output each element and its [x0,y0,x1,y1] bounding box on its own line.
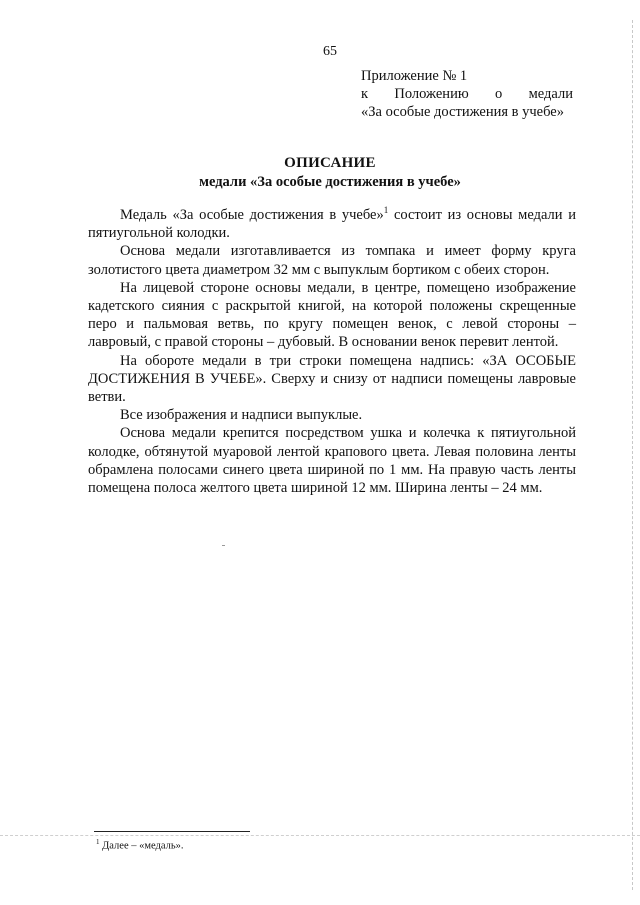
paragraph-1 [88,206,576,242]
appendix-word: медали [528,86,573,102]
paragraph-3: На лицевой стороне основы медали, в центре, помещено изображение кадетского сияния с раскрытой книгой, на которой положены скрещенные перо и пальмовая ветвь, по кругу помещен венок, с левой стороны – лавровый, с правой стороны – дубовый. В основании венок перевит лентой. [88,279,576,351]
footnote-separator [94,831,250,832]
paragraph-6: Основа медали крепится посредством ушка и колечка к пятиугольной колодке, обтянутой муаровой лентой крапового цвета. Левая половина ленты обрамлена полосами синего цвета шириной по 1 мм. На правую часть ленты помещена полоса желтого цвета шириной 12 мм. Ширина ленты – 24 мм. [88,425,576,497]
footnote-text: Далее – «медаль». [99,840,184,852]
scan-speck [222,545,225,546]
paragraph-1-start: Медаль «За особые достижения в учебе» [120,207,384,223]
document-title: ОПИСАНИЕ [284,155,376,171]
footnote [96,838,184,852]
appendix-word: Положению [394,86,469,102]
paragraph-1-end: состоит из основы медали и пятиугольной колодки. [88,207,576,242]
appendix-line-2 [361,85,573,103]
appendix-line-1: Приложение № 1 [361,68,468,84]
document-body [88,206,576,497]
appendix-word: к [361,86,369,102]
scan-edge-bottom [0,835,640,836]
footnote-mark: 1 [96,838,100,846]
appendix-line-3: «За особые достижения в учебе» [361,104,564,120]
paragraph-5: Все изображения и надписи выпуклые. [120,407,363,424]
page-number: 65 [323,44,337,59]
document-subtitle: медали «За особые достижения в учебе» [199,174,461,190]
footnote-reference: 1 [383,205,389,216]
appendix-word: о [495,86,503,102]
paragraph-2: Основа медали изготавливается из томпака и имеет форму круга золотистого цвета диаметром 32 мм с выпуклым бортиком с обеих сторон. [88,243,576,278]
paragraph-4: На обороте медали в три строки помещена надпись: «ЗА ОСОБЫЕ ДОСТИЖЕНИЯ В УЧЕБЕ». Сверху и снизу от надписи помещены лавровые ветви. [88,352,576,406]
scan-edge-right [632,20,634,890]
appendix-header [361,67,573,121]
